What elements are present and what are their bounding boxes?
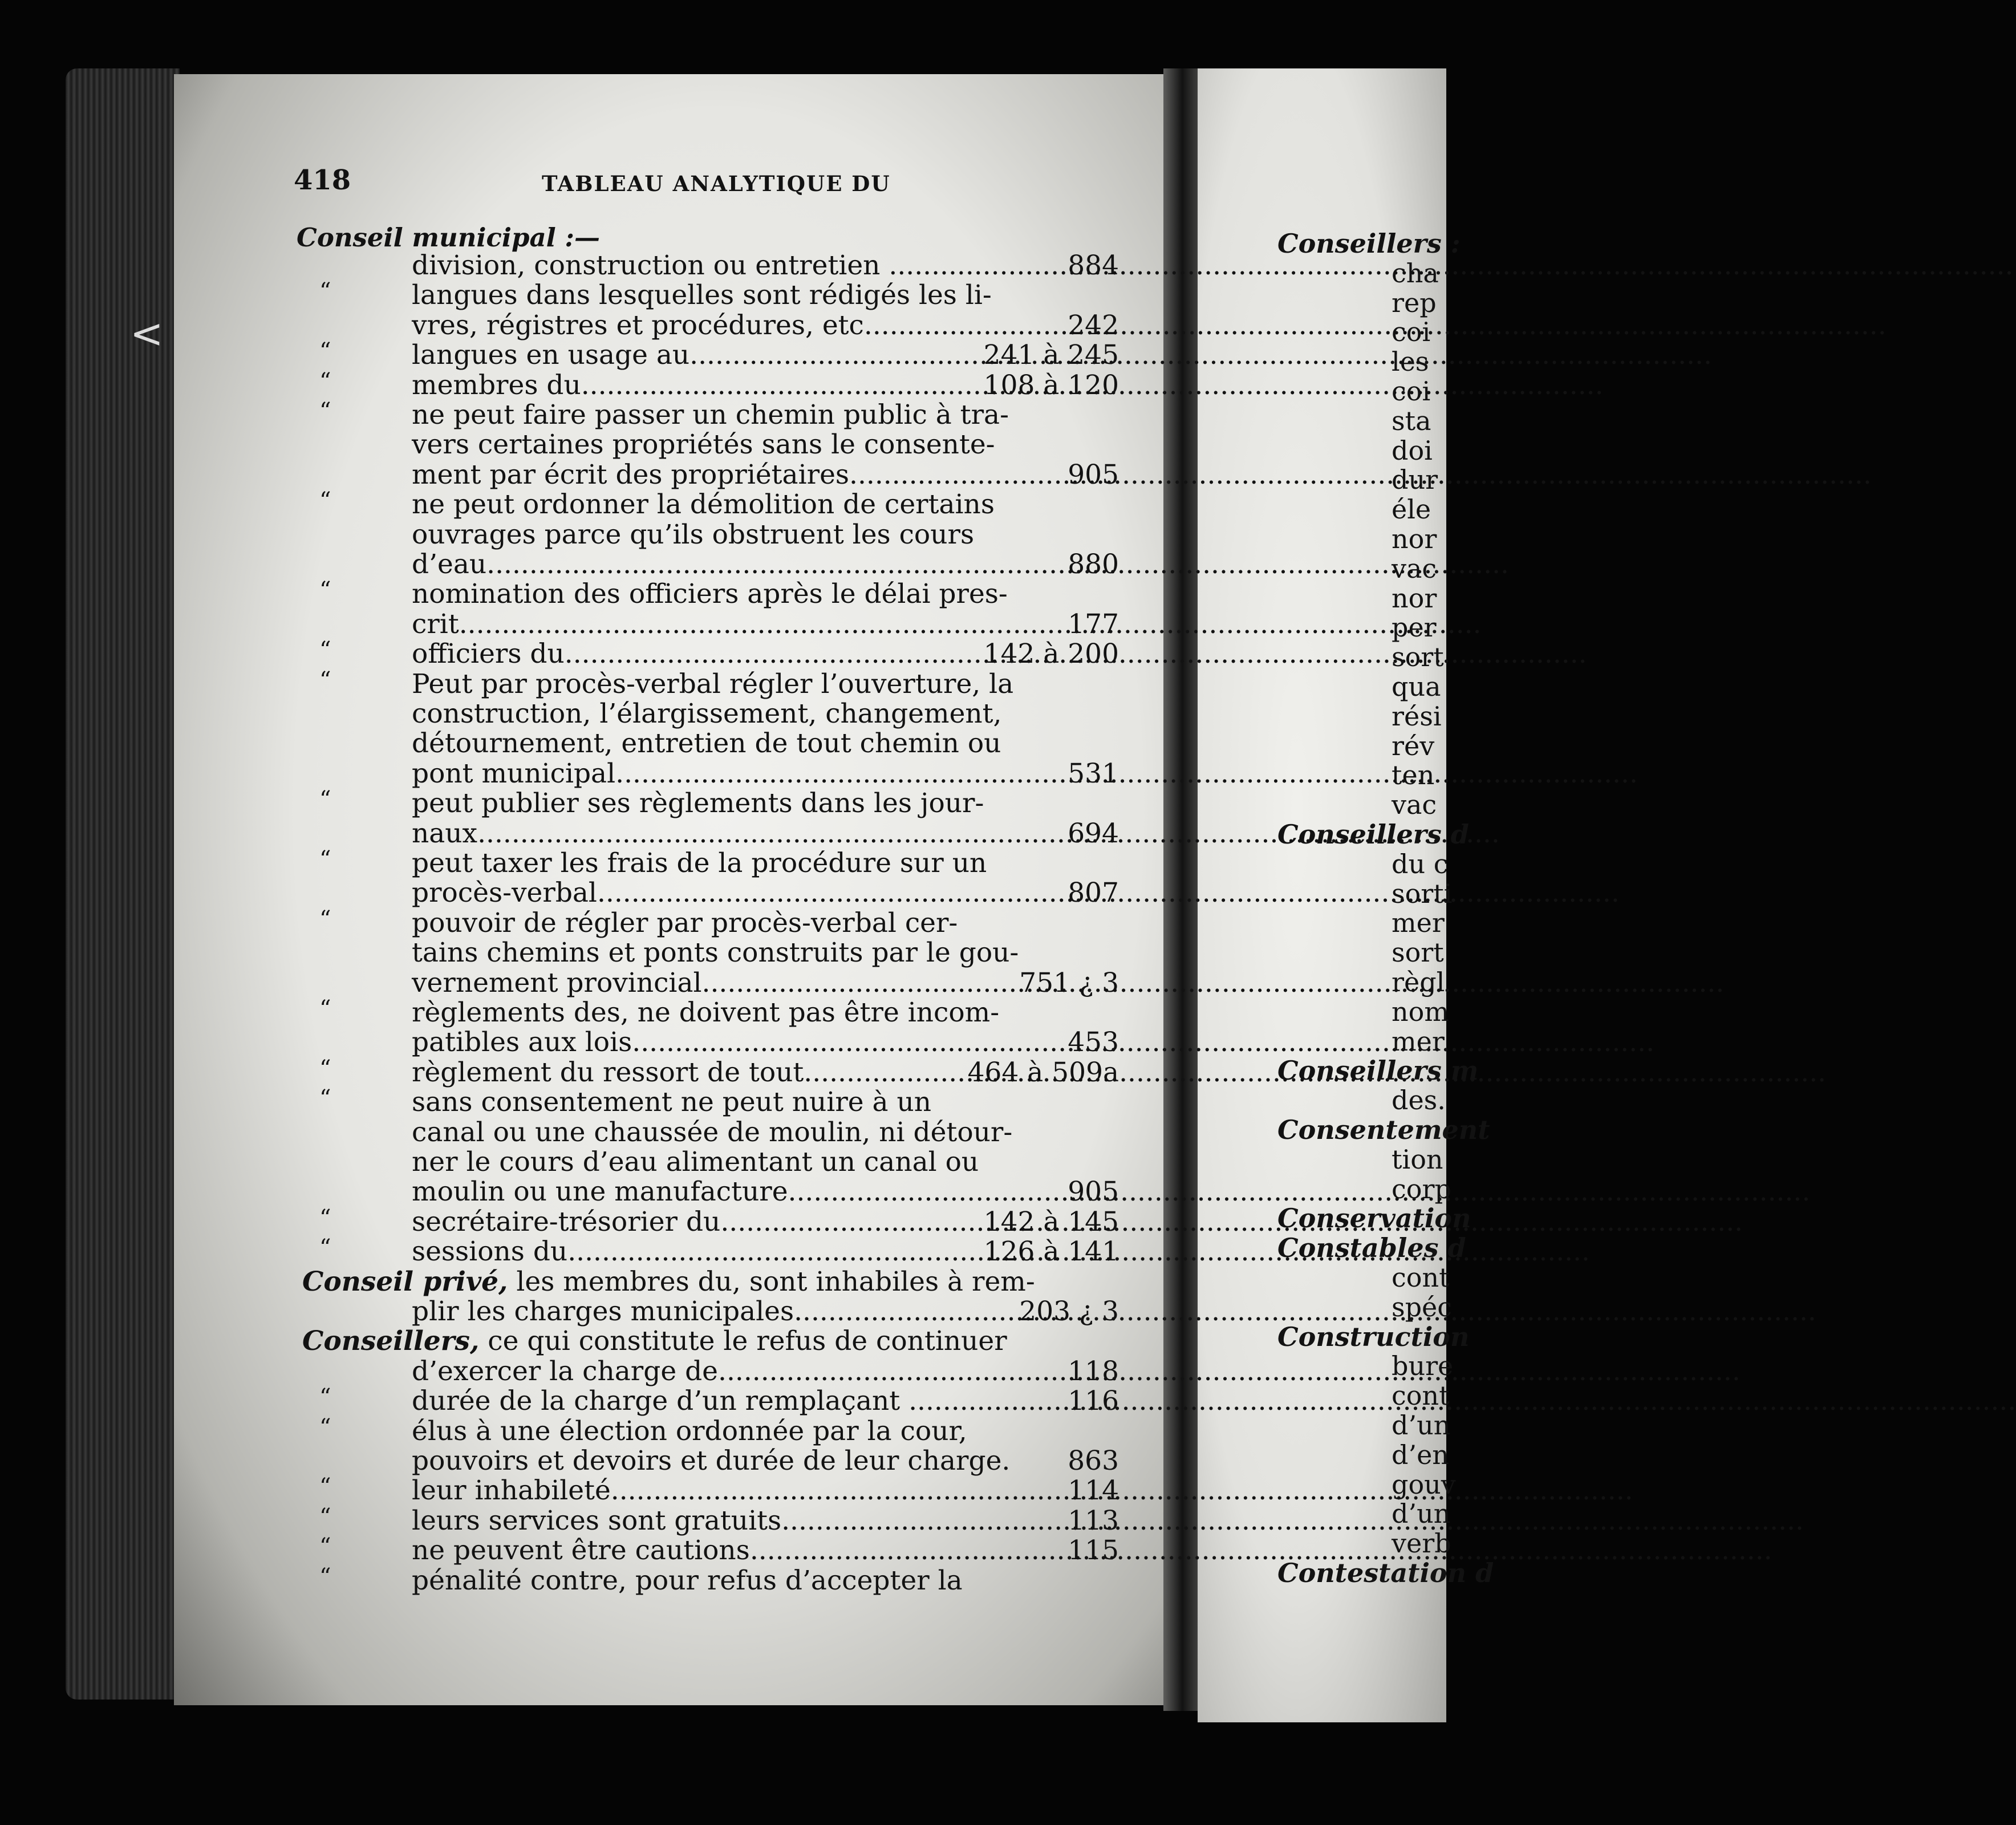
conseil-municipal-entry-line: pouvoir de régler par procès-verbal cer- bbox=[412, 907, 958, 939]
right-page-text: vac bbox=[1392, 789, 1437, 821]
right-page-text: mer bbox=[1392, 1025, 1445, 1057]
conseil-municipal-entry-line: nomination des officiers après le délai pres- bbox=[412, 578, 1008, 610]
conseil-municipal-entry-line bbox=[412, 251, 1005, 281]
conseil-municipal-entry-line bbox=[412, 1058, 1005, 1088]
right-page-text: nom bbox=[1392, 996, 1449, 1027]
right-page-text: rési bbox=[1392, 700, 1442, 732]
right-page-text: vac bbox=[1392, 553, 1437, 584]
right-page-text: doi bbox=[1392, 435, 1433, 466]
conseil-municipal-entry-line: détournement, entretien de tout chemin ou bbox=[412, 728, 1001, 760]
page-reference: 118 bbox=[1068, 1355, 1119, 1387]
entry-text: d’exercer la charge de bbox=[412, 1355, 718, 1387]
ditto-mark: “ bbox=[319, 338, 331, 365]
right-page-text: nor bbox=[1392, 582, 1437, 614]
conseil-municipal-entry-line bbox=[412, 639, 1005, 669]
right-page-heading: Conseillers : bbox=[1277, 228, 1461, 259]
page-reference: 905 bbox=[1068, 459, 1119, 490]
conseillers-entry-line bbox=[412, 1506, 1005, 1536]
right-page-heading: Conservation bbox=[1277, 1203, 1471, 1234]
page-reference: 142 à 145 bbox=[983, 1206, 1119, 1238]
conseil-municipal-entry-line bbox=[412, 371, 1005, 400]
conseil-municipal-entry-line bbox=[412, 759, 1005, 789]
conseil-municipal-entry-line: peut publier ses règlements dans les jour- bbox=[412, 788, 984, 820]
conseil-municipal-entry-line: ne peut faire passer un chemin public à tra- bbox=[412, 399, 1009, 431]
conseillers-entry-line bbox=[412, 1566, 1005, 1596]
entry-text: sessions du bbox=[412, 1236, 568, 1268]
ditto-mark: “ bbox=[319, 577, 331, 604]
leader-dots bbox=[849, 460, 1872, 490]
conseil-municipal-entry-line bbox=[412, 340, 1005, 370]
conseil-prive-heading-line bbox=[302, 1267, 1035, 1297]
entry-text: crit bbox=[412, 608, 459, 640]
right-page-text: spéc bbox=[1392, 1291, 1453, 1323]
conseillers-heading-line bbox=[302, 1327, 1007, 1356]
ditto-mark: “ bbox=[319, 278, 331, 305]
conseil-municipal-entry-line: peut taxer les frais de la procédure sur un bbox=[412, 847, 987, 879]
leader-dots bbox=[611, 1476, 1633, 1506]
page-reference: 453 bbox=[1068, 1027, 1119, 1058]
entry-text: ne peuvent être cautions bbox=[412, 1535, 750, 1567]
conseillers-entry-line bbox=[412, 1476, 1005, 1506]
entry-text: patibles aux lois bbox=[412, 1027, 632, 1058]
right-page-text: d’un bbox=[1392, 1410, 1451, 1441]
page-reference: 126 à 141 bbox=[983, 1236, 1119, 1268]
conseillers-heading: Conseillers, bbox=[302, 1325, 480, 1357]
entry-text: division, construction ou entretien ............ bbox=[412, 250, 991, 281]
conseil-municipal-entry-line: construction, l’élargissement, changement, bbox=[412, 698, 1002, 729]
conseil-municipal-entry-line: canal ou une chaussée de moulin, ni détour- bbox=[412, 1116, 1013, 1148]
leader-dots bbox=[794, 1297, 1816, 1327]
ditto-mark: “ bbox=[319, 1474, 331, 1500]
page-reference: 114 bbox=[1068, 1475, 1119, 1507]
conseillers-entry-line: élus à une élection ordonnée par la cour, bbox=[412, 1415, 967, 1447]
entry-text: durée de la charge d’un remplaçant .......... bbox=[412, 1385, 994, 1417]
conseil-municipal-entry-line bbox=[412, 1207, 1005, 1237]
leader-dots bbox=[750, 1536, 1772, 1566]
right-page-text: nor bbox=[1392, 524, 1437, 554]
right-page-text: éle bbox=[1392, 494, 1431, 525]
ditto-mark: “ bbox=[319, 1055, 331, 1082]
conseil-municipal-entry-line: Peut par procès-verbal régler l’ouverture, la bbox=[412, 668, 1014, 700]
conseil-municipal-entry-line: règlements des, ne doivent pas être incom- bbox=[412, 997, 1000, 1028]
right-page-text: du c bbox=[1392, 848, 1449, 879]
right-page-heading: Constables d bbox=[1277, 1232, 1466, 1264]
entry-text: pont municipal bbox=[412, 757, 616, 789]
right-page-heading: Conseillers m bbox=[1277, 1055, 1479, 1086]
page-reference: 142 à 200 bbox=[983, 638, 1119, 670]
leader-dots bbox=[804, 1058, 1826, 1088]
right-page-heading: Construction bbox=[1277, 1321, 1470, 1352]
entry-text: vres, régistres et procédures, etc bbox=[412, 309, 864, 341]
leader-dots bbox=[718, 1357, 1741, 1386]
leader-dots bbox=[702, 968, 1725, 998]
page-reference: 905 bbox=[1068, 1176, 1119, 1208]
right-page-text: sort bbox=[1392, 642, 1444, 673]
page-reference: 880 bbox=[1068, 549, 1119, 580]
right-page-text: per bbox=[1392, 612, 1437, 643]
right-page-text: qua bbox=[1392, 671, 1441, 702]
ditto-mark: “ bbox=[319, 1503, 331, 1530]
page-reference: 694 bbox=[1068, 817, 1119, 849]
leader-dots bbox=[993, 1386, 2016, 1416]
right-page-text: gouv bbox=[1392, 1469, 1456, 1500]
entry-text: procès-verbal bbox=[412, 877, 597, 909]
page-number: 418 bbox=[294, 164, 351, 196]
right-page-text: ten bbox=[1392, 760, 1435, 791]
page-reference: 242 bbox=[1068, 309, 1119, 341]
entry-text: langues en usage au bbox=[412, 339, 690, 371]
ditto-mark: “ bbox=[319, 1534, 331, 1560]
leader-dots bbox=[991, 251, 2014, 281]
right-page-text: sta bbox=[1392, 405, 1431, 436]
page-reference: 863 bbox=[1068, 1445, 1119, 1477]
right-page-text: coi bbox=[1392, 376, 1431, 407]
conseil-municipal-entry-line: tains chemins et ponts construits par le gou- bbox=[412, 937, 1019, 969]
right-page-text: règl bbox=[1392, 967, 1445, 997]
page-reference: 203 ¿ 3 bbox=[1019, 1296, 1119, 1327]
leader-dots bbox=[781, 1506, 1804, 1536]
entry-text: leur inhabileté bbox=[412, 1475, 611, 1507]
page-reference: 177 bbox=[1068, 608, 1119, 640]
conseil-municipal-entry-line: langues dans lesquelles sont rédigés les li- bbox=[412, 279, 992, 311]
right-page-text: coi bbox=[1392, 317, 1431, 348]
conseil-municipal-entry-line bbox=[412, 1177, 1005, 1207]
main-heading: Conseil municipal :— bbox=[297, 222, 601, 253]
conseillers-entry-line bbox=[412, 1357, 1005, 1386]
page-reference: 116 bbox=[1068, 1385, 1119, 1417]
ditto-mark: “ bbox=[319, 846, 331, 873]
entry-text: leurs services sont gratuits bbox=[412, 1504, 782, 1536]
entry-text: plir les charges municipales bbox=[412, 1296, 794, 1327]
ditto-mark: “ bbox=[319, 906, 331, 932]
page-reference: 108 à 120 bbox=[983, 369, 1119, 401]
right-page-text: cont bbox=[1392, 1262, 1450, 1293]
conseillers-entry-line bbox=[412, 1536, 1005, 1566]
page-reference: 241 à 245 bbox=[983, 339, 1119, 371]
right-page-text: d’en bbox=[1392, 1439, 1449, 1470]
conseil-prive-entry-line bbox=[412, 1297, 1005, 1327]
margin-mark: < bbox=[130, 310, 164, 357]
conseil-municipal-entry-line bbox=[412, 878, 1005, 908]
right-page-text: les bbox=[1392, 346, 1429, 378]
entry-text: pénalité contre, pour refus d’accepter la bbox=[412, 1564, 963, 1596]
conseil-municipal-entry-line: vers certaines propriétés sans le consente- bbox=[412, 429, 995, 461]
entry-text: moulin ou une manufacture bbox=[412, 1176, 788, 1208]
ditto-mark: “ bbox=[319, 1563, 331, 1590]
leader-dots bbox=[486, 550, 1509, 579]
right-page-heading: Consentement bbox=[1277, 1114, 1490, 1145]
entry-text: règlement du ressort de tout bbox=[412, 1056, 804, 1088]
entry-text: officiers du bbox=[412, 638, 565, 670]
right-page-text: verb bbox=[1392, 1528, 1451, 1559]
page-reference: 531 bbox=[1068, 757, 1119, 789]
ditto-mark: “ bbox=[319, 1204, 331, 1231]
conseil-prive-heading: Conseil privé, bbox=[302, 1266, 508, 1297]
conseil-municipal-entry-line bbox=[412, 311, 1005, 340]
ditto-mark: “ bbox=[319, 1414, 331, 1441]
leader-dots bbox=[788, 1177, 1811, 1207]
conseil-prive-text: les membres du, sont inhabiles à rem- bbox=[508, 1266, 1035, 1297]
page-reference: 884 bbox=[1068, 250, 1119, 281]
right-page-text: sorti bbox=[1392, 878, 1453, 909]
right-page-text: bure bbox=[1392, 1350, 1454, 1382]
conseil-municipal-entry-line bbox=[412, 1237, 1005, 1267]
page-reference: 464 à 509a bbox=[967, 1056, 1119, 1088]
conseil-municipal-entry-line bbox=[412, 460, 1005, 490]
entry-text: secrétaire-trésorier du bbox=[412, 1206, 721, 1238]
entry-text: naux bbox=[412, 817, 478, 849]
entry-text: d’eau bbox=[412, 549, 487, 580]
conseil-municipal-entry-line bbox=[412, 1028, 1005, 1057]
leader-dots bbox=[459, 610, 1482, 639]
conseil-municipal-entry-line bbox=[412, 968, 1005, 998]
page-reference: 115 bbox=[1068, 1535, 1119, 1567]
right-page-text: des. bbox=[1392, 1085, 1446, 1116]
right-page-text: cont bbox=[1392, 1380, 1450, 1412]
page-reference: 113 bbox=[1068, 1504, 1119, 1536]
entry-text: membres du bbox=[412, 369, 581, 401]
ditto-mark: “ bbox=[319, 1085, 331, 1112]
right-page-text: mer bbox=[1392, 907, 1445, 939]
leader-dots bbox=[720, 1207, 1743, 1237]
ditto-mark: “ bbox=[319, 667, 331, 694]
entry-text: pouvoirs et devoirs et durée de leur charge. bbox=[412, 1445, 1011, 1477]
page-reference: 751 ¿ 3 bbox=[1019, 967, 1119, 999]
conseil-municipal-entry-line bbox=[412, 610, 1005, 639]
ditto-mark: “ bbox=[319, 368, 331, 395]
right-page-text: rep bbox=[1392, 287, 1437, 318]
ditto-mark: “ bbox=[319, 996, 331, 1022]
right-page-text: cha bbox=[1392, 257, 1439, 289]
right-page-text: d’un bbox=[1392, 1498, 1451, 1530]
entry-text: ment par écrit des propriétaires bbox=[412, 459, 850, 490]
conseillers-entry-line bbox=[412, 1445, 1011, 1477]
conseil-municipal-entry-line bbox=[412, 550, 1005, 579]
ditto-mark: “ bbox=[319, 398, 331, 424]
conseil-municipal-entry-line bbox=[412, 819, 1005, 849]
leader-dots bbox=[615, 759, 1638, 789]
conseillers-text: ce qui constitute le refus de continuer bbox=[479, 1325, 1007, 1357]
conseil-municipal-entry-line: ne peut ordonner la démolition de certains bbox=[412, 489, 995, 521]
running-head: TABLEAU ANALYTIQUE DU bbox=[542, 171, 891, 196]
conseil-municipal-entry-line: ner le cours d’eau alimentant un canal ou bbox=[412, 1146, 979, 1178]
ditto-mark: “ bbox=[319, 637, 331, 664]
entry-text: vernement provincial bbox=[412, 967, 702, 999]
ditto-mark: “ bbox=[319, 1384, 331, 1411]
conseillers-entry-line bbox=[412, 1386, 1005, 1416]
leader-dots bbox=[632, 1025, 1654, 1057]
right-page-text: sort bbox=[1392, 937, 1444, 968]
right-page-text: tion bbox=[1392, 1143, 1443, 1175]
ditto-mark: “ bbox=[319, 1235, 331, 1262]
ditto-mark: “ bbox=[319, 488, 331, 514]
page-reference: 807 bbox=[1068, 877, 1119, 909]
right-page-text: rév bbox=[1392, 730, 1435, 761]
leader-dots bbox=[689, 340, 1712, 370]
right-page-text: dur bbox=[1392, 464, 1438, 496]
leader-dots bbox=[864, 311, 1887, 340]
right-page-text: corp bbox=[1392, 1173, 1451, 1204]
ditto-mark: “ bbox=[319, 786, 331, 813]
leader-dots bbox=[477, 819, 1500, 849]
conseil-municipal-entry-line: ouvrages parce qu’ils obstruent les cours bbox=[412, 518, 975, 550]
conseil-municipal-entry-line: sans consentement ne peut nuire à un bbox=[412, 1086, 932, 1118]
right-page-heading: Conseillers d bbox=[1277, 819, 1469, 850]
right-page-heading: Contestation d bbox=[1277, 1558, 1494, 1588]
